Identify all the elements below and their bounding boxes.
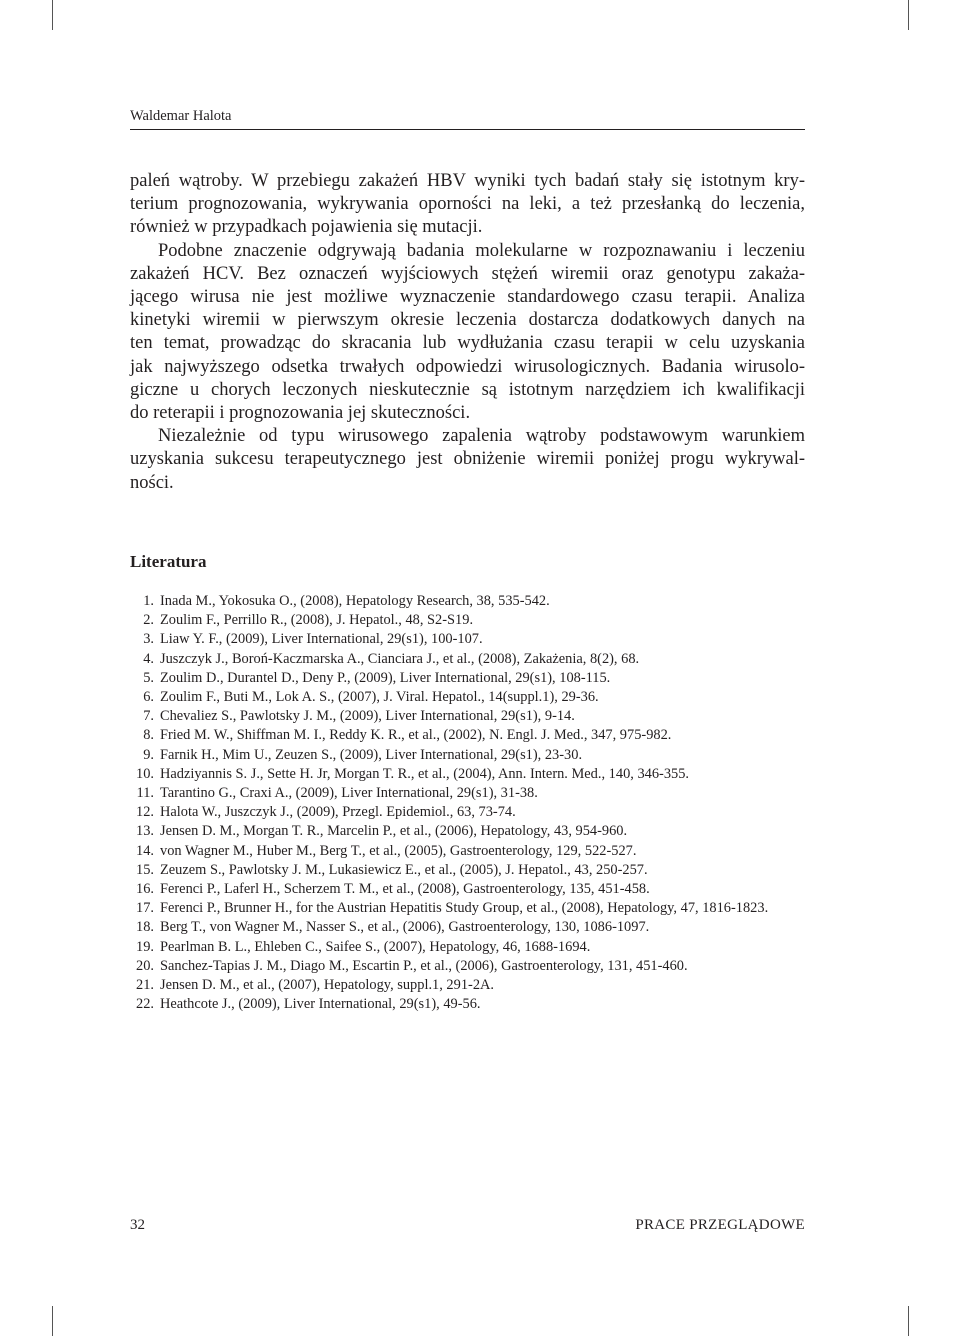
text-line: również w przypadkach pojawienia się mutacji. — [130, 217, 483, 238]
reference-item — [130, 822, 805, 841]
section-footer: PRACE PRZEGLĄDOWE — [635, 1217, 805, 1233]
text-line: paleń wątroby. W przebiegu zakażeń HBV wyniki tych badań stały się istotnym kry- — [130, 171, 805, 191]
reference-text: Farnik H., Mim U., Zeuzen S., (2009), Liver International, 29(s1), 23-30. — [160, 746, 583, 763]
reference-number: 4. — [143, 650, 154, 667]
reference-text: Berg T., von Wagner M., Nasser S., et al., (2006), Gastroenterology, 130, 1086-1097. — [160, 919, 650, 936]
reference-number: 8. — [143, 727, 154, 744]
reference-number: 7. — [143, 708, 154, 725]
reference-item — [130, 957, 805, 976]
text-line: terium prognozowania, wykrywania oporności na leki, a też przesłanką do leczenia, — [130, 194, 805, 215]
crop-mark-bottom-left — [52, 1306, 53, 1336]
reference-item — [130, 803, 805, 822]
reference-text: Inada M., Yokosuka O., (2008), Hepatology Research, 38, 535-542. — [160, 593, 550, 609]
reference-text: Jensen D. M., Morgan T. R., Marcelin P., et al., (2006), Hepatology, 43, 954-960. — [160, 823, 628, 840]
text-line: zakażeń HCV. Bez oznaczeń wyjściowych stężeń wiremii oraz genotypu zakaża- — [130, 263, 805, 284]
reference-number: 14. — [136, 842, 154, 859]
reference-list — [130, 592, 805, 1014]
text-line: ten temat, prowadząc do skracania lub wydłużania czasu terapii w celu uzyskania — [130, 333, 805, 354]
reference-text: Tarantino G., Craxi A., (2009), Liver International, 29(s1), 31-38. — [160, 785, 538, 802]
reference-item — [130, 842, 805, 861]
reference-text: Heathcote J., (2009), Liver International, 29(s1), 49-56. — [160, 996, 481, 1013]
reference-number: 5. — [143, 669, 154, 686]
reference-number: 18. — [136, 919, 154, 936]
running-head-author: Waldemar Halota — [130, 107, 805, 130]
reference-text: Ferenci P., Laferl H., Scherzem T. M., et al., (2008), Gastroenterology, 135, 451-458. — [160, 881, 650, 898]
reference-item — [130, 765, 805, 784]
reference-item — [130, 707, 805, 726]
reference-text: Halota W., Juszczyk J., (2009), Przegl. Epidemiol., 63, 73-74. — [160, 804, 516, 821]
reference-item — [130, 861, 805, 880]
paragraph-1 — [130, 170, 805, 240]
reference-text: Zoulim F., Perrillo R., (2008), J. Hepatol., 48, S2-S19. — [160, 612, 474, 629]
crop-mark-top-left — [52, 0, 53, 30]
text-line: giczne u chorych leczonych nieskutecznie są istotnym narzędziem ich kwalifikacji — [130, 379, 805, 400]
reference-number: 12. — [136, 804, 154, 821]
reference-text: Zoulim F., Buti M., Lok A. S., (2007), J. Viral. Hepatol., 14(suppl.1), 29-36. — [160, 689, 599, 706]
reference-number: 10. — [136, 765, 154, 782]
reference-item — [130, 611, 805, 630]
reference-text: Hadziyannis S. J., Sette H. Jr, Morgan T. R., et al., (2004), Ann. Intern. Med., 140, 346-355. — [160, 765, 690, 782]
text-line: jącego wirusa nie jest możliwe wyznaczenie standardowego czasu terapii. Analiza — [130, 287, 805, 308]
text-line: kinetyki wiremii w pierwszym okresie leczenia dostarcza dodatkowych danych na — [130, 310, 805, 331]
reference-number: 9. — [143, 746, 154, 763]
crop-mark-bottom-right — [908, 1306, 909, 1336]
text-line: do reterapii i prognozowania jej skuteczności. — [130, 403, 471, 424]
reference-text: Pearlman B. L., Ehleben C., Saifee S., (2007), Hepatology, 46, 1688-1694. — [160, 938, 591, 955]
reference-number: 20. — [136, 957, 154, 974]
reference-item — [130, 938, 805, 957]
reference-item — [130, 880, 805, 899]
reference-item — [130, 784, 805, 803]
reference-item — [130, 899, 805, 918]
reference-text: Chevaliez S., Pawlotsky J. M., (2009), Liver International, 29(s1), 9-14. — [160, 708, 575, 725]
reference-item — [130, 746, 805, 765]
reference-number: 11. — [136, 785, 154, 802]
reference-text: Sanchez-Tapias J. M., Diago M., Escartin P., et al., (2006), Gastroenterology, 131, 451-460. — [160, 957, 688, 974]
reference-item — [130, 995, 805, 1014]
paragraph-2 — [130, 240, 805, 426]
paragraph-3 — [130, 425, 805, 495]
reference-number: 15. — [136, 861, 154, 878]
reference-item — [130, 976, 805, 995]
text-line: uzyskania sukcesu terapeutycznego jest obniżenie wiremii poniżej progu wykrywal- — [130, 449, 805, 470]
reference-number: 16. — [136, 881, 154, 898]
text-line: Niezależnie od typu wirusowego zapalenia wątroby podstawowym warunkiem — [158, 426, 805, 447]
body-text — [130, 170, 805, 495]
reference-item — [130, 726, 805, 745]
reference-item — [130, 688, 805, 707]
reference-text: Jensen D. M., et al., (2007), Hepatology, suppl.1, 291-2A. — [160, 977, 494, 994]
text-line: ności. — [130, 472, 174, 493]
reference-number: 22. — [136, 996, 154, 1013]
reference-text: Liaw Y. F., (2009), Liver International, 29(s1), 100-107. — [160, 631, 483, 648]
reference-text: Zeuzem S., Pawlotsky J. M., Lukasiewicz E., et al., (2005), J. Hepatol., 43, 250-257. — [160, 861, 648, 878]
reference-number: 17. — [136, 900, 154, 917]
reference-item — [130, 650, 805, 669]
reference-number: 3. — [143, 631, 154, 648]
reference-item — [130, 669, 805, 688]
reference-item — [130, 918, 805, 937]
reference-item — [130, 592, 805, 611]
reference-text: Fried M. W., Shiffman M. I., Reddy K. R., et al., (2002), N. Engl. J. Med., 347, 975-982. — [160, 727, 672, 744]
reference-number: 13. — [136, 823, 154, 840]
reference-text: Ferenci P., Brunner H., for the Austrian Hepatitis Study Group, et al., (2008), Hepatology, 47, 1816-1823. — [160, 900, 769, 917]
reference-text: Juszczyk J., Boroń-Kaczmarska A., Cianciara J., et al., (2008), Zakażenia, 8(2), 68. — [160, 650, 640, 667]
reference-text: von Wagner M., Huber M., Berg T., et al., (2005), Gastroenterology, 129, 522-527. — [160, 842, 637, 859]
text-line: Podobne znaczenie odgrywają badania molekularne w rozpoznawaniu i leczeniu — [158, 240, 805, 261]
reference-number: 19. — [136, 938, 154, 955]
reference-text: Zoulim D., Durantel D., Deny P., (2009), Liver International, 29(s1), 108-115. — [160, 669, 611, 686]
text-line: jak najwyższego odsetka trwałych odpowiedzi wirusologicznych. Badania wirusolo- — [130, 356, 805, 377]
crop-mark-top-right — [908, 0, 909, 30]
reference-number: 6. — [143, 689, 154, 706]
section-title-literature: Literatura — [130, 552, 207, 571]
reference-number: 1. — [143, 593, 154, 609]
reference-number: 21. — [136, 977, 154, 994]
reference-item — [130, 630, 805, 649]
page-number: 32 — [130, 1217, 145, 1233]
reference-number: 2. — [143, 612, 154, 629]
